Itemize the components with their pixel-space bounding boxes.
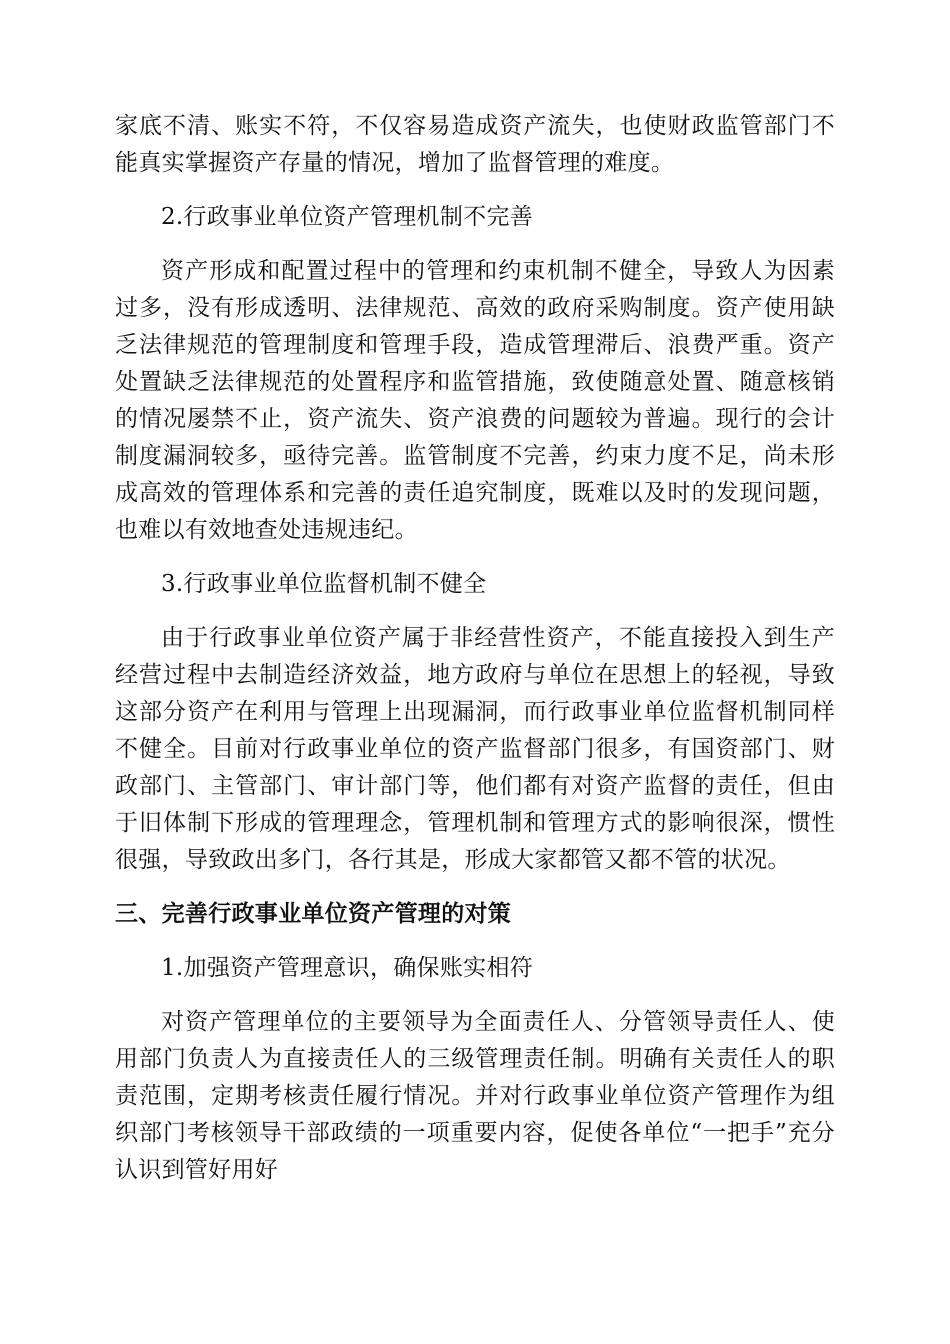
section-heading-3: 三、完善行政事业单位资产管理的对策 [115,901,512,927]
paragraph-management-awareness: 对资产管理单位的主要领导为全面责任人、分管领导责任人、使用部门负责人为直接责任人的三级管理责任制。明确有关责任人的职责范围，定期考核责任履行情况。并对行政事业单位资产管理作为组织部门考核领导干部政绩的一项重要内容，促使各单位“一把手”充分认识到管好用好 [115,1009,835,1183]
subsection-title-2: 2.行政事业单位资产管理机制不完善 [161,204,534,230]
subsection-title-1: 1.加强资产管理意识，确保账实相符 [161,955,534,981]
paragraph-continuation: 家底不清、账实不符，不仅容易造成资产流失，也使财政监管部门不能真实掌握资产存量的情况，增加了监督管理的难度。 [115,113,835,176]
paragraph-asset-mechanism: 资产形成和配置过程中的管理和约束机制不健全，导致人为因素过多，没有形成透明、法律规范、高效的政府采购制度。资产使用缺乏法律规范的管理制度和管理手段，造成管理滞后、浪费严重。资产处置缺乏法律规范的处置程序和监管措施，致使随意处置、随意核销的情况屡禁不止，资产流失、资产浪费的问题较为普遍。现行的会计制度漏洞较多，亟待完善。监管制度不完善，约束力度不足，尚未形成高效的管理体系和完善的责任追究制度，既难以及时的发现问题，也难以有效地查处违规违纪。 [115,258,835,543]
document-page [115,108,835,1189]
paragraph-supervision-mechanism: 由于行政事业单位资产属于非经营性资产，不能直接投入到生产经营过程中去制造经济效益，地方政府与单位在思想上的轻视，导致这部分资产在利用与管理上出现漏洞，而行政事业单位监督机制同样不健全。目前对行政事业单位的资产监督部门很多，有国资部门、财政部门、主管部门、审计部门等，他们都有对资产监督的责任，但由于旧体制下形成的管理理念，管理机制和管理方式的影响很深，惯性很强，导致政出多门，各行其是，形成大家都管又都不管的状况。 [115,625,835,873]
subsection-title-3: 3.行政事业单位监督机制不健全 [161,571,487,597]
